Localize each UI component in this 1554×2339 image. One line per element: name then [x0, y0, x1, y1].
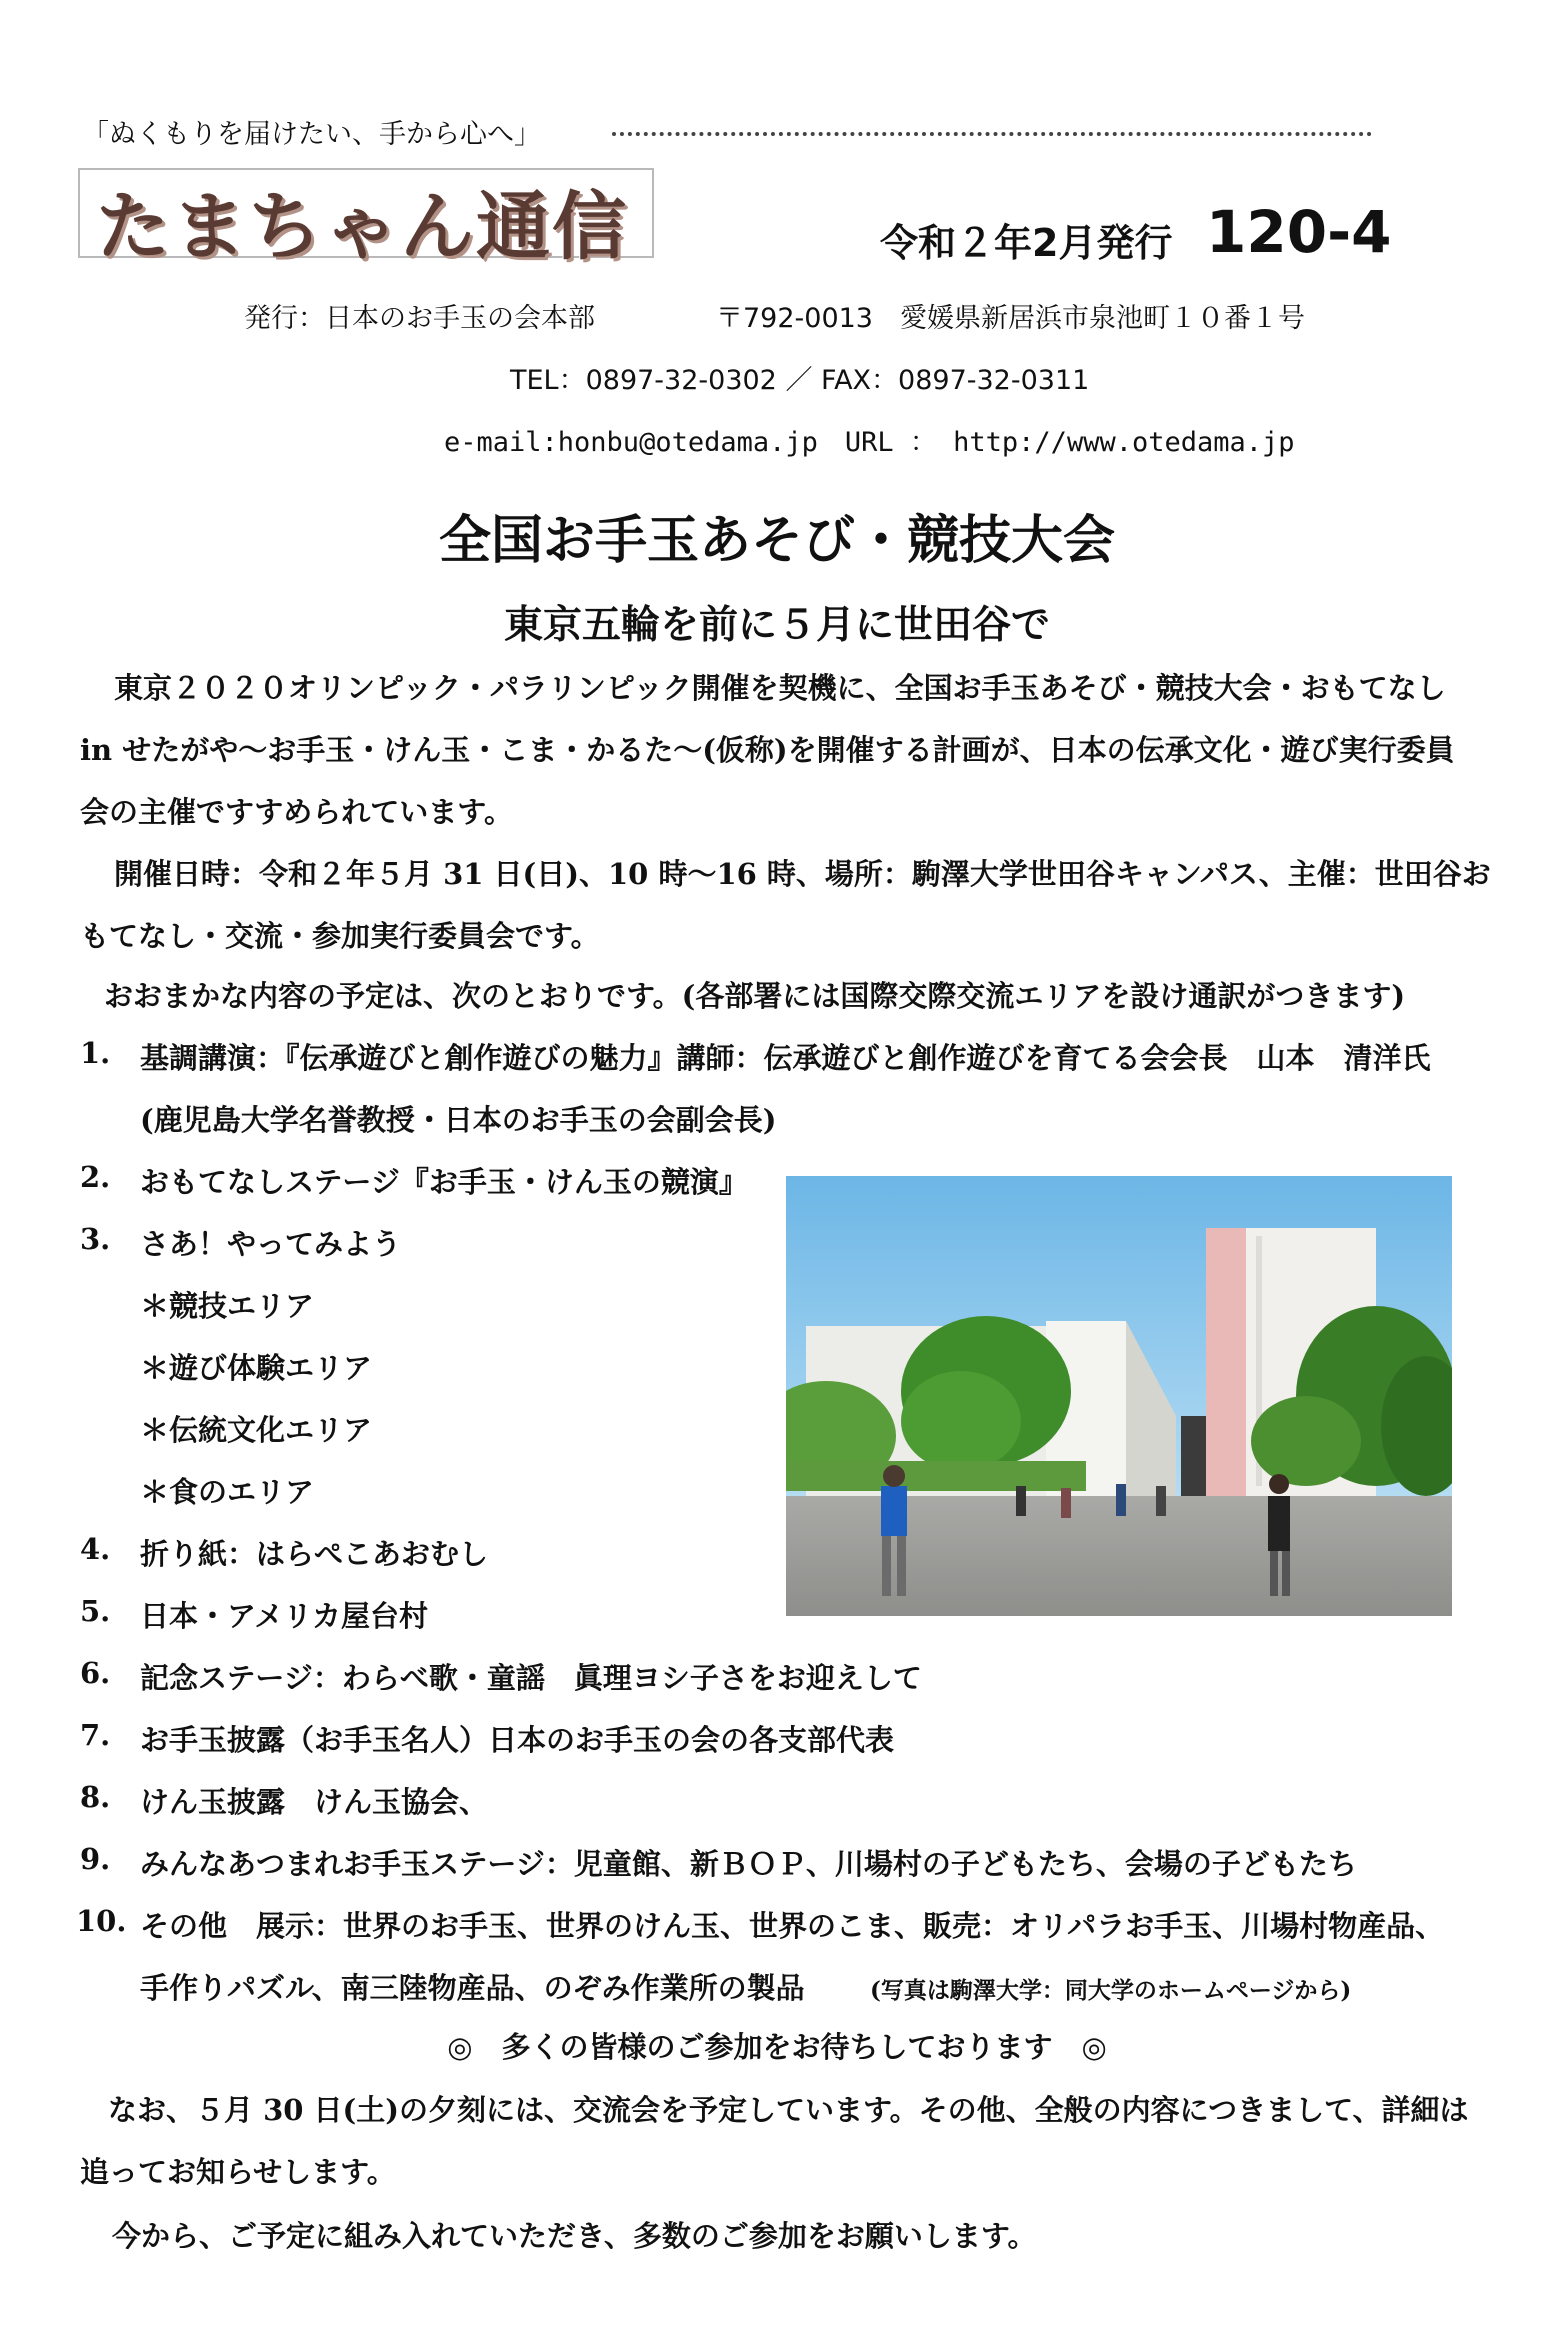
list-item-num: 8.: [80, 1780, 111, 1814]
list-item-num: 6.: [80, 1656, 111, 1690]
list-item-num: 3.: [80, 1222, 111, 1256]
publisher: 発行：日本のお手玉の会本部: [244, 303, 595, 334]
tel-fax: TEL：0897-32-0302 ／ FAX：0897-32-0311: [510, 365, 1090, 396]
list-subitem: ＊食のエリア: [140, 1475, 315, 1509]
list-item: 折り紙：はらぺこあおむし: [140, 1537, 489, 1571]
dotted-rule: [612, 132, 1372, 136]
para2-line1: 開催日時：令和２年５月 31 日(日)、10 時～16 時、場所：駒澤大学世田谷キャンパス、主催：世田谷お: [114, 857, 1491, 891]
list-item-num: 1.: [80, 1036, 111, 1070]
list-item: おもてなしステージ『お手玉・けん玉の競演』: [140, 1165, 748, 1199]
invitation: ◎ 多くの皆様のご参加をお待ちしております ◎: [447, 2030, 1107, 2064]
list-item-num: 9.: [80, 1842, 111, 1876]
issue-date: 令和２年2月発行: [880, 221, 1173, 265]
list-item: その他 展示：世界のお手玉、世界のけん玉、世界のこま、販売：オリパラお手玉、川場村物産品、: [140, 1909, 1445, 1943]
list-item: みんなあつまれお手玉ステージ：児童館、新ＢＯＰ、川場村の子どもたち、会場の子どもたち: [140, 1847, 1357, 1881]
list-item: (鹿児島大学名誉教授・日本のお手玉の会副会長): [140, 1103, 777, 1137]
list-subitem: ＊競技エリア: [140, 1289, 315, 1323]
para5: 今から、ご予定に組み入れていただき、多数のご参加をお願いします。: [112, 2219, 1037, 2253]
para3: おおまかな内容の予定は、次のとおりです。(各部署には国際交際交流エリアを設け通訳がつきます): [104, 979, 1406, 1013]
list-item: さあ！やってみよう: [140, 1227, 402, 1261]
newsletter-logo: たまちゃん通信: [96, 184, 628, 270]
issue-number: 120-4: [1206, 198, 1392, 266]
campus-photo: [786, 1176, 1452, 1616]
tagline: 「ぬくもりを届けたい、手から心へ」: [82, 119, 541, 150]
list-item: けん玉披露 けん玉協会、: [140, 1785, 489, 1819]
list-item: 記念ステージ：わらべ歌・童謡 眞理ヨシ子さをお迎えして: [140, 1661, 922, 1695]
para4-line2: 追ってお知らせします。: [80, 2155, 396, 2189]
list-item-num: 4.: [80, 1532, 111, 1566]
list-item-num: 7.: [80, 1718, 111, 1752]
article-title: 全国お手玉あそび・競技大会: [438, 510, 1115, 571]
para4-line1: なお、５月 30 日(土)の夕刻には、交流会を予定しています。その他、全般の内容につきまして、詳細は: [108, 2093, 1469, 2127]
para1-line1: 東京２０２０オリンピック・パラリンピック開催を契機に、全国お手玉あそび・競技大会・おもてなし: [114, 671, 1446, 705]
list-item: 日本・アメリカ屋台村: [140, 1599, 428, 1633]
list-subitem: ＊伝統文化エリア: [140, 1413, 373, 1447]
para1-line3: 会の主催ですすめられています。: [80, 795, 513, 829]
para1-line2: in せたがや～お手玉・けん玉・こま・かるた～(仮称)を開催する計画が、日本の伝承文化・遊び実行委員: [80, 733, 1455, 767]
list-item: お手玉披露（お手玉名人）日本のお手玉の会の各支部代表: [140, 1723, 895, 1757]
postal-address: 〒792-0013 愛媛県新居浜市泉池町１０番１号: [716, 303, 1305, 334]
email-url: e-mail:honbu@otedama.jp URL ： http://www.otedama.jp: [444, 427, 1295, 458]
list-subitem: ＊遊び体験エリア: [140, 1351, 373, 1385]
article-subtitle: 東京五輪を前に５月に世田谷で: [503, 602, 1050, 648]
item10-line2: 手作りパズル、南三陸物産品、のぞみ作業所の製品: [140, 1971, 805, 2005]
list-item-num: 2.: [80, 1160, 111, 1194]
list-item: 基調講演：『伝承遊びと創作遊びの魅力』講師：伝承遊びと創作遊びを育てる会会長 山本 清洋氏: [140, 1041, 1431, 1075]
photo-credit: (写真は駒澤大学：同大学のホームページから): [870, 1977, 1352, 2004]
list-item-num: 5.: [80, 1594, 111, 1628]
para2-line2: もてなし・交流・参加実行委員会です。: [80, 919, 600, 953]
list-item-num: 10.: [76, 1904, 127, 1938]
